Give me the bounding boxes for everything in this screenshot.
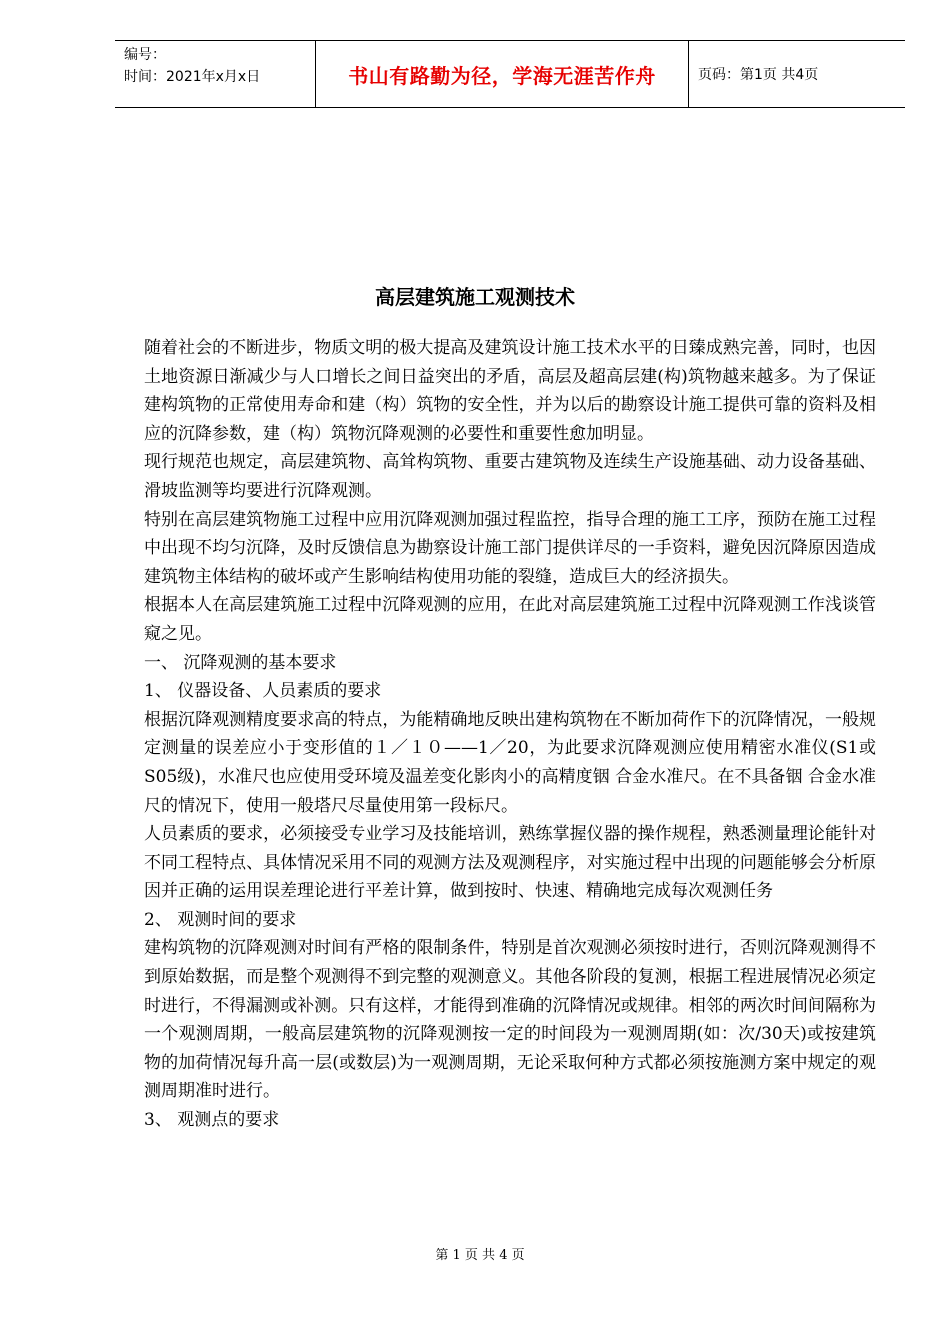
motto: 书山有路勤为径，学海无涯苦作舟 (348, 63, 656, 88)
section-heading: 一、 沉降观测的基本要求 (144, 652, 337, 673)
page-header (115, 40, 905, 108)
header-motto-cell (316, 41, 689, 107)
document-body (144, 334, 876, 1135)
paragraph: 现行规范也规定，高层建筑物、高耸构筑物、重要古建筑物及连续生产设施基础、动力设备基础、滑坡监测等均要进行沉降观测。 (144, 452, 876, 501)
paragraph: 根据本人在高层建筑施工过程中沉降观测的应用，在此对高层建筑施工过程中沉降观测工作浅谈管窥之见。 (144, 595, 876, 644)
subsection-heading: 1、 仪器设备、人员素质的要求 (144, 681, 382, 702)
paragraph: 随着社会的不断进步，物质文明的极大提高及建筑设计施工技术水平的日臻成熟完善，同时，也因土地资源日渐减少与人口增长之间日益突出的矛盾，高层及超高层建(构)筑物越来越多。为了保证建构筑物的正常使用寿命和建（构）筑物的安全性，并为以后的勘察设计施工提供可靠的资料及相应的沉降参数，建（构）筑物沉降观测的必要性和重要性愈加明显。 (144, 338, 876, 444)
page-footer: 第 1 页 共 4 页 (435, 1248, 525, 1263)
paragraph: 建构筑物的沉降观测对时间有严格的限制条件，特别是首次观测必须按时进行，否则沉降观测得不到原始数据，而是整个观测得不到完整的观测意义。其他各阶段的复测，根据工程进展情况必须定时进行，不得漏测或补测。只有这样，才能得到准确的沉降情况或规律。相邻的两次时间间隔称为一个观测周期，一般高层建筑物的沉降观测按一定的时间段为一观测周期(如：次/30天)或按建筑物的加荷情况每升高一层(或数层)为一观测周期，无论采取何种方式都必须按施测方案中规定的观测周期准时进行。 (144, 938, 876, 1102)
page-label: 页码：第1页 共4页 (698, 67, 819, 83)
subsection-heading: 3、 观测点的要求 (144, 1110, 280, 1131)
time-label: 时间：2021年x月x日 (124, 69, 261, 85)
header-page-cell (689, 41, 905, 107)
subsection-heading: 2、 观测时间的要求 (144, 909, 297, 930)
paragraph: 特别在高层建筑物施工过程中应用沉降观测加强过程监控，指导合理的施工工序，预防在施工过程中出现不均匀沉降，及时反馈信息为勘察设计施工部门提供详尽的一手资料，避免因沉降原因造成建筑物主体结构的破坏或产生影响结构使用功能的裂缝，造成巨大的经济损失。 (144, 509, 876, 587)
paragraph: 根据沉降观测精度要求高的特点，为能精确地反映出建构筑物在不断加荷作下的沉降情况，一般规定测量的误差应小于变形值的１／１０——1／20，为此要求沉降观测应使用精密水准仪(S1或S05级)，水准尺也应使用受环境及温差变化影肉小的高精度铟 合金水准尺。在不具备铟 合金水准尺的情况下，使用一般塔尺尽量使用第一段标尺。 (144, 709, 876, 816)
document-title: 高层建筑施工观测技术 (375, 285, 575, 309)
number-label: 编号： (124, 47, 166, 63)
paragraph: 人员素质的要求，必须接受专业学习及技能培训，熟练掌握仪器的操作规程，熟悉测量理论能针对不同工程特点、具体情况采用不同的观测方法及观测程序，对实施过程中出现的问题能够会分析原因并正确的运用误差理论进行平差计算，做到按时、快速、精确地完成每次观测任务 (144, 824, 876, 902)
header-meta (115, 41, 316, 107)
